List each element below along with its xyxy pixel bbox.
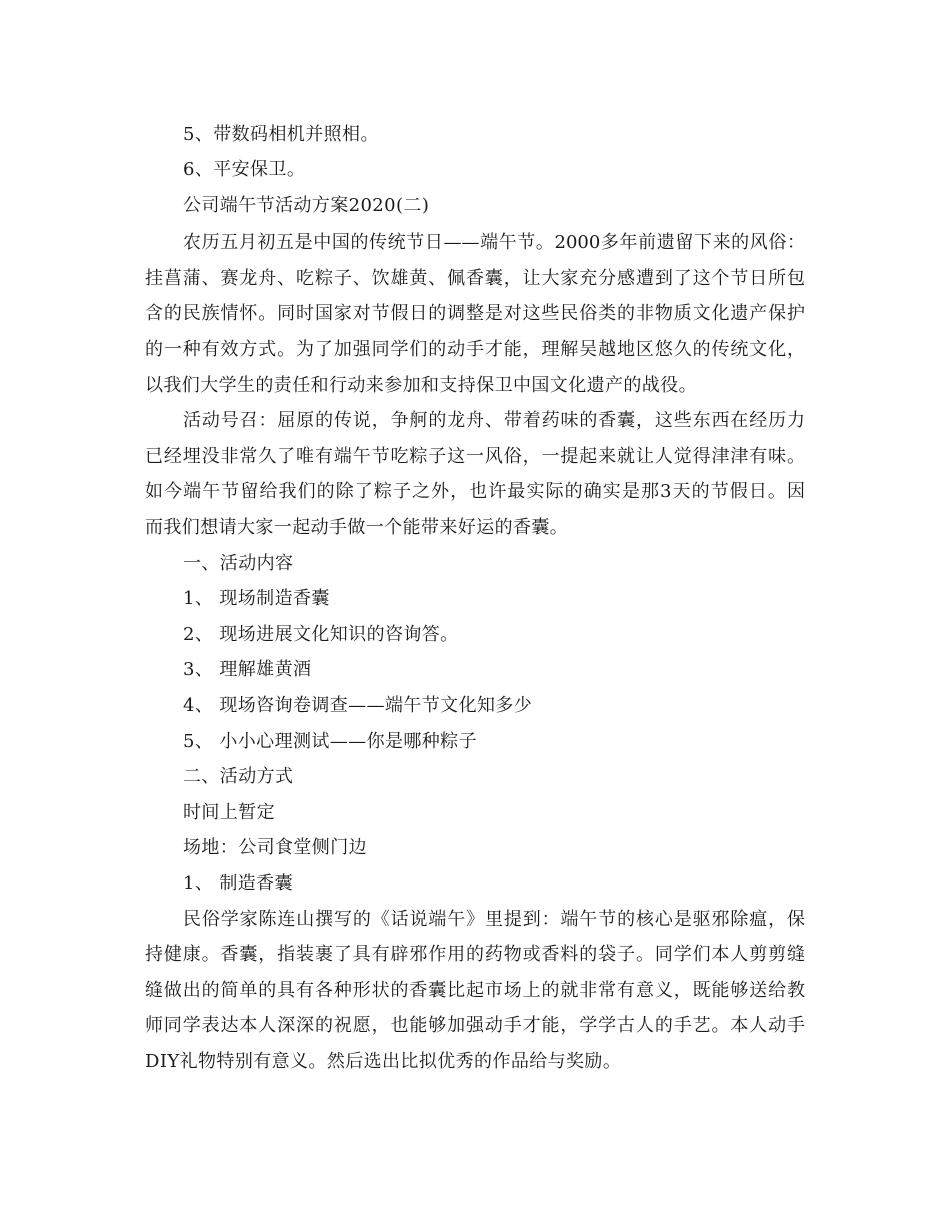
heading-activity-method: 二、活动方式 — [183, 766, 294, 787]
paragraph-intro-line: 农历五月初五是中国的传统节日——端午节。2000多年前遗留下来的风俗： — [183, 232, 805, 253]
paragraph-sachet-line: 民俗学家陈连山撰写的《话说端午》里提到：端午节的核心是驱邪除瘟，保 — [183, 909, 805, 930]
list-item: 2、 现场进展文化知识的咨询答。 — [183, 624, 459, 645]
paragraph-sachet-line: 师同学表达本人深深的祝愿，也能够加强动手才能，学学古人的手艺。本人动手 — [145, 1015, 805, 1036]
venue-note: 场地：公司食堂侧门边 — [183, 837, 367, 858]
paragraph-intro-line: 的一种有效方式。为了加强同学们的动手才能，理解吴越地区悠久的传统文化， — [145, 339, 805, 360]
paragraph-intro-line: 挂菖蒲、赛龙舟、吃粽子、饮雄黄、佩香囊，让大家充分感遭到了这个节日所包 — [145, 268, 805, 289]
list-item: 1、 现场制造香囊 — [183, 588, 330, 609]
paragraph-call-line: 已经埋没非常久了唯有端午节吃粽子这一风俗，一提起来就让人觉得津津有味。 — [145, 446, 805, 467]
section-title: 公司端午节活动方案2020(二) — [183, 195, 430, 216]
paragraph-intro-line: 以我们大学生的责任和行动来参加和支持保卫中国文化遗产的战役。 — [145, 375, 697, 396]
list-item-bring-camera: 5、带数码相机并照相。 — [183, 124, 379, 145]
time-note: 时间上暂定 — [183, 802, 275, 823]
list-item-make-sachet: 1、 制造香囊 — [183, 873, 293, 894]
paragraph-call-line: 活动号召：屈原的传说，争舸的龙舟、带着药味的香囊，这些东西在经历力 — [183, 410, 805, 431]
paragraph-sachet-line: 缝做出的简单的具有各种形状的香囊比起市场上的就非常有意义，既能够送给教 — [145, 980, 805, 1001]
list-item: 3、 理解雄黄酒 — [183, 659, 312, 680]
list-item: 5、 小小心理测试——你是哪种粽子 — [183, 731, 477, 752]
paragraph-call-line: 如今端午节留给我们的除了粽子之外，也许最实际的确实是那3天的节假日。因 — [145, 481, 805, 502]
paragraph-call-line: 而我们想请大家一起动手做一个能带来好运的香囊。 — [145, 517, 569, 538]
list-item-safety: 6、平安保卫。 — [183, 159, 306, 180]
heading-activity-content: 一、活动内容 — [183, 553, 294, 574]
paragraph-sachet-line: DIY礼物特别有意义。然后选出比拟优秀的作品给与奖励。 — [145, 1051, 622, 1072]
paragraph-intro-line: 含的民族情怀。同时国家对节假日的调整是对这些民俗类的非物质文化遗产保护 — [145, 303, 805, 324]
paragraph-sachet-line: 持健康。香囊，指装裹了具有辟邪作用的药物或香料的袋子。同学们本人剪剪缝 — [145, 944, 805, 965]
list-item: 4、 现场咨询卷调查——端午节文化知多少 — [183, 695, 533, 716]
